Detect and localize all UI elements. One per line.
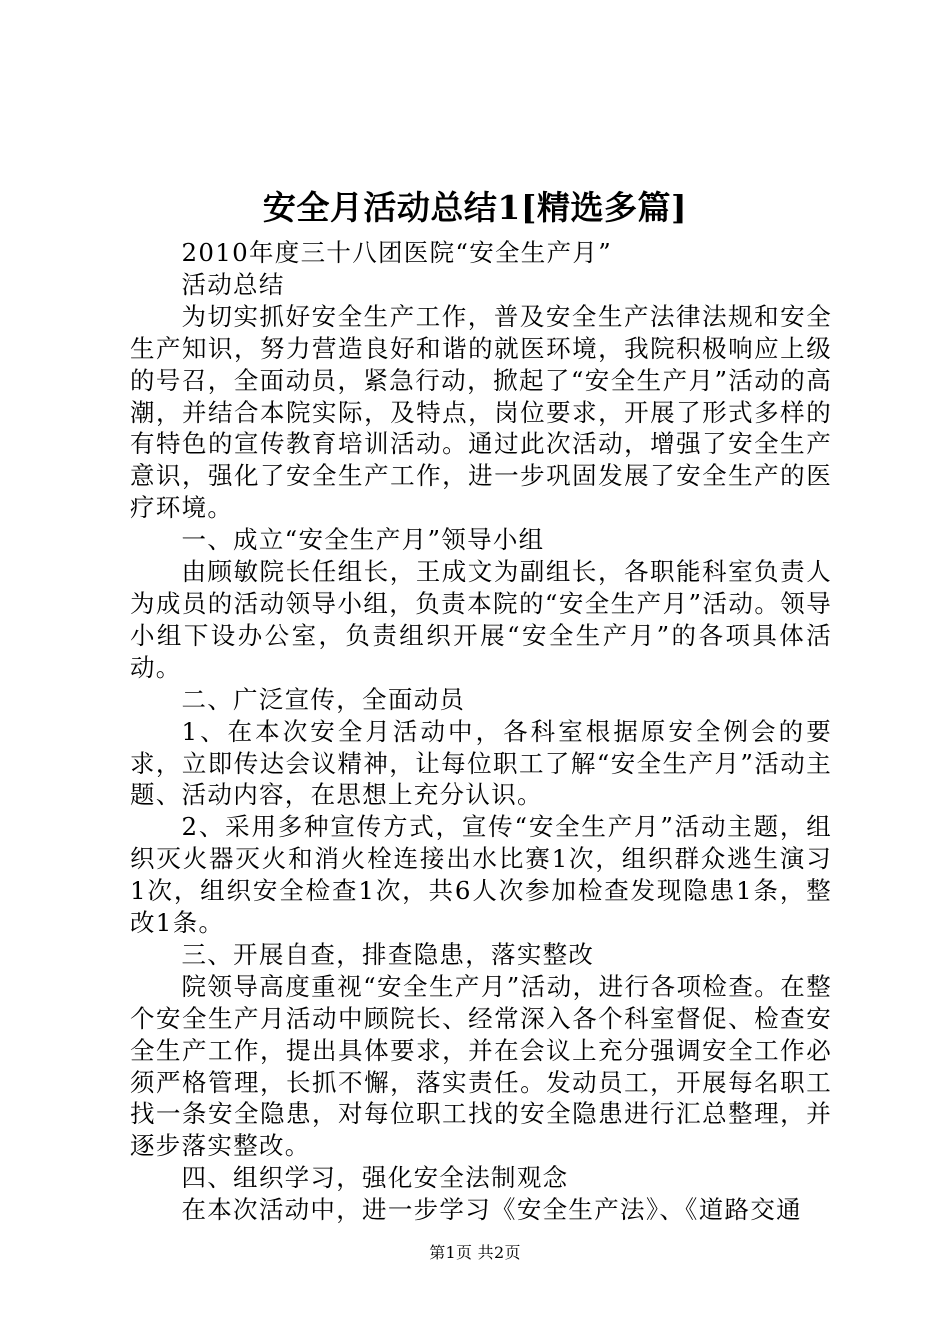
paragraph-section-2-item-1: 1、在本次安全月活动中，各科室根据原安全例会的要求，立即传达会议精神，让每位职工了解“安全生产月”活动主题、活动内容，在思想上充分认识。 — [130, 716, 832, 810]
paragraph-section-4: 在本次活动中，进一步学习《安全生产法》、《道路交通 — [181, 1195, 802, 1225]
section-heading-2: 二、广泛宣传，全面动员 — [181, 684, 466, 714]
paragraph-subtitle: 活动总结 — [181, 269, 285, 299]
paragraph-section-3: 院领导高度重视“安全生产月”活动，进行各项检查。在整个安全生产月活动中顾院长、经常深入各个科室督促、检查安全生产工作，提出具体要求，并在会议上充分强调安全工作必须严格管理，长抓不懈，落实责任。发动员工，开展每名职工找一条安全隐患，对每位职工找的安全隐患进行汇总整理，并逐步落实整改。 — [130, 971, 832, 1161]
document-body — [130, 237, 832, 1226]
section-heading-3: 三、开展自查，排查隐患，落实整改 — [181, 939, 595, 969]
page-footer: 第1页 共2页 — [429, 1243, 521, 1262]
section-heading-4: 四、组织学习，强化安全法制观念 — [181, 1163, 569, 1193]
paragraph-intro: 为切实抓好安全生产工作，普及安全生产法律法规和安全生产知识，努力营造良好和谐的就医环境，我院积极响应上级的号召，全面动员，紧急行动，掀起了“安全生产月”活动的高潮，并结合本院实际，及特点，岗位要求，开展了形式多样的有特色的宣传教育培训活动。通过此次活动，增强了安全生产意识，强化了安全生产工作，进一步巩固发展了安全生产的医疗环境。 — [130, 301, 832, 523]
paragraph-section-1: 由顾敏院长任组长，王成文为副组长，各职能科室负责人为成员的活动领导小组，负责本院的“安全生产月”活动。领导小组下设办公室，负责组织开展“安全生产月”的各项具体活动。 — [130, 557, 832, 682]
section-heading-1: 一、成立“安全生产月”领导小组 — [181, 525, 545, 555]
document-title: 安全月活动总结1[精选多篇] — [262, 188, 688, 227]
paragraph-section-2-item-2: 2、采用多种宣传方式，宣传“安全生产月”活动主题，组织灭火器灭火和消火栓连接出水比赛1次，组织群众逃生演习1次，组织安全检查1次，共6人次参加检查发现隐患1条，整改1条。 — [130, 812, 832, 938]
paragraph-org-heading: 2010年度三十八团医院“安全生产月” — [181, 238, 613, 267]
